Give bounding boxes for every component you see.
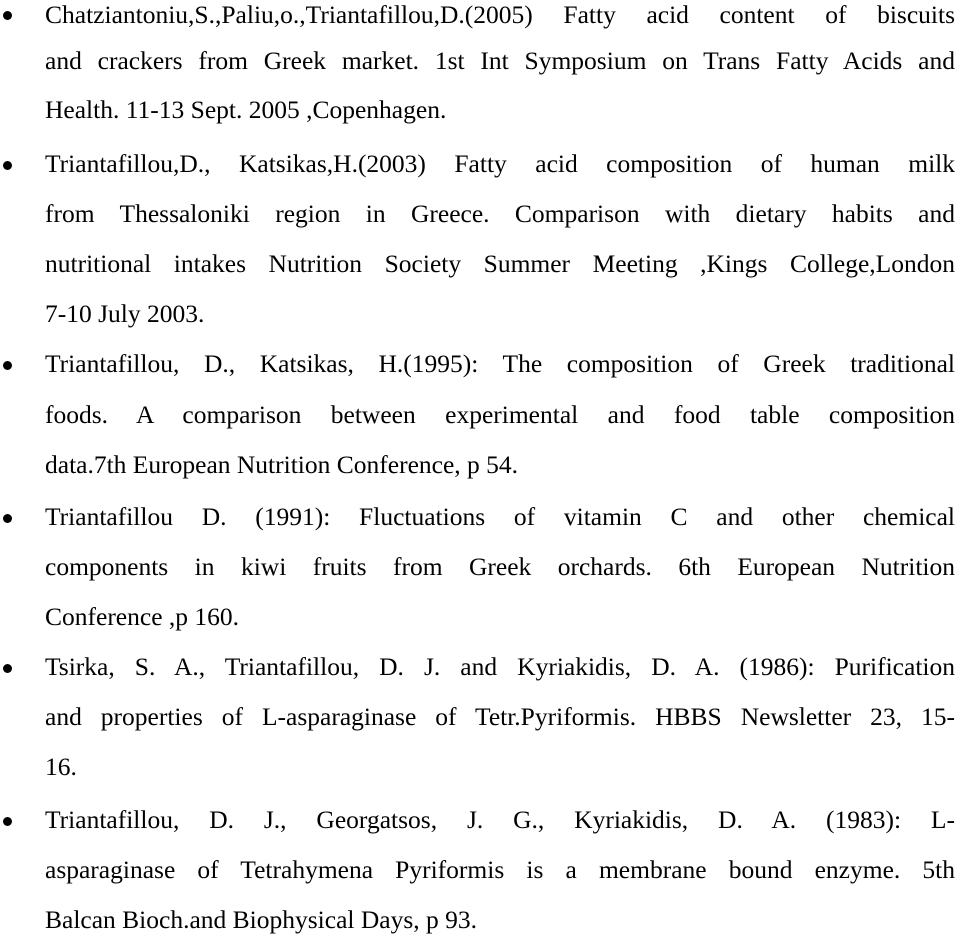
bullet-icon <box>3 11 12 20</box>
reference-line: Health. 11-13 Sept. 2005 ,Copenhagen. <box>45 95 447 124</box>
reference-line: data.7th European Nutrition Conference, p 54. <box>45 450 519 479</box>
reference-line: and crackers from Greek market. 1st Int Symposium on Trans Fatty Acids and <box>45 46 955 75</box>
reference-line: components in kiwi fruits from Greek orchards. 6th European Nutrition <box>45 552 955 581</box>
reference-line: 16. <box>45 752 77 781</box>
reference-line: Balcan Bioch.and Biophysical Days, p 93. <box>45 905 478 934</box>
reference-line: Triantafillou, D., Katsikas, H.(1995): The composition of Greek traditional <box>45 349 955 378</box>
reference-line: nutritional intakes Nutrition Society Summer Meeting ,Kings College,London <box>45 249 955 278</box>
reference-line: Conference ,p 160. <box>45 602 240 631</box>
reference-line: 7-10 July 2003. <box>45 299 205 328</box>
bullet-icon <box>3 817 12 826</box>
bullet-icon <box>3 664 12 673</box>
reference-line: Triantafillou, D. J., Georgatsos, J. G., Kyriakidis, D. A. (1983): L- <box>45 805 955 834</box>
bullet-icon <box>3 361 12 370</box>
reference-line: Triantafillou,D., Katsikas,H.(2003) Fatty acid composition of human milk <box>45 149 955 178</box>
bullet-icon <box>3 514 12 523</box>
reference-line: asparaginase of Tetrahymena Pyriformis is a membrane bound enzyme. 5th <box>45 855 955 884</box>
reference-line: foods. A comparison between experimental and food table composition <box>45 400 955 429</box>
reference-line: Triantafillou D. (1991): Fluctuations of vitamin C and other chemical <box>45 502 955 531</box>
reference-line: and properties of L-asparaginase of Tetr.Pyriformis. HBBS Newsletter 23, 15- <box>45 702 955 731</box>
reference-line: Tsirka, S. A., Triantafillou, D. J. and Kyriakidis, D. A. (1986): Purification <box>45 652 955 681</box>
reference-line: Chatziantoniu,S.,Paliu,o.,Triantafillou,D.(2005) Fatty acid content of biscuits <box>45 0 955 29</box>
bullet-icon <box>3 161 12 170</box>
reference-line: from Thessaloniki region in Greece. Comparison with dietary habits and <box>45 199 955 228</box>
